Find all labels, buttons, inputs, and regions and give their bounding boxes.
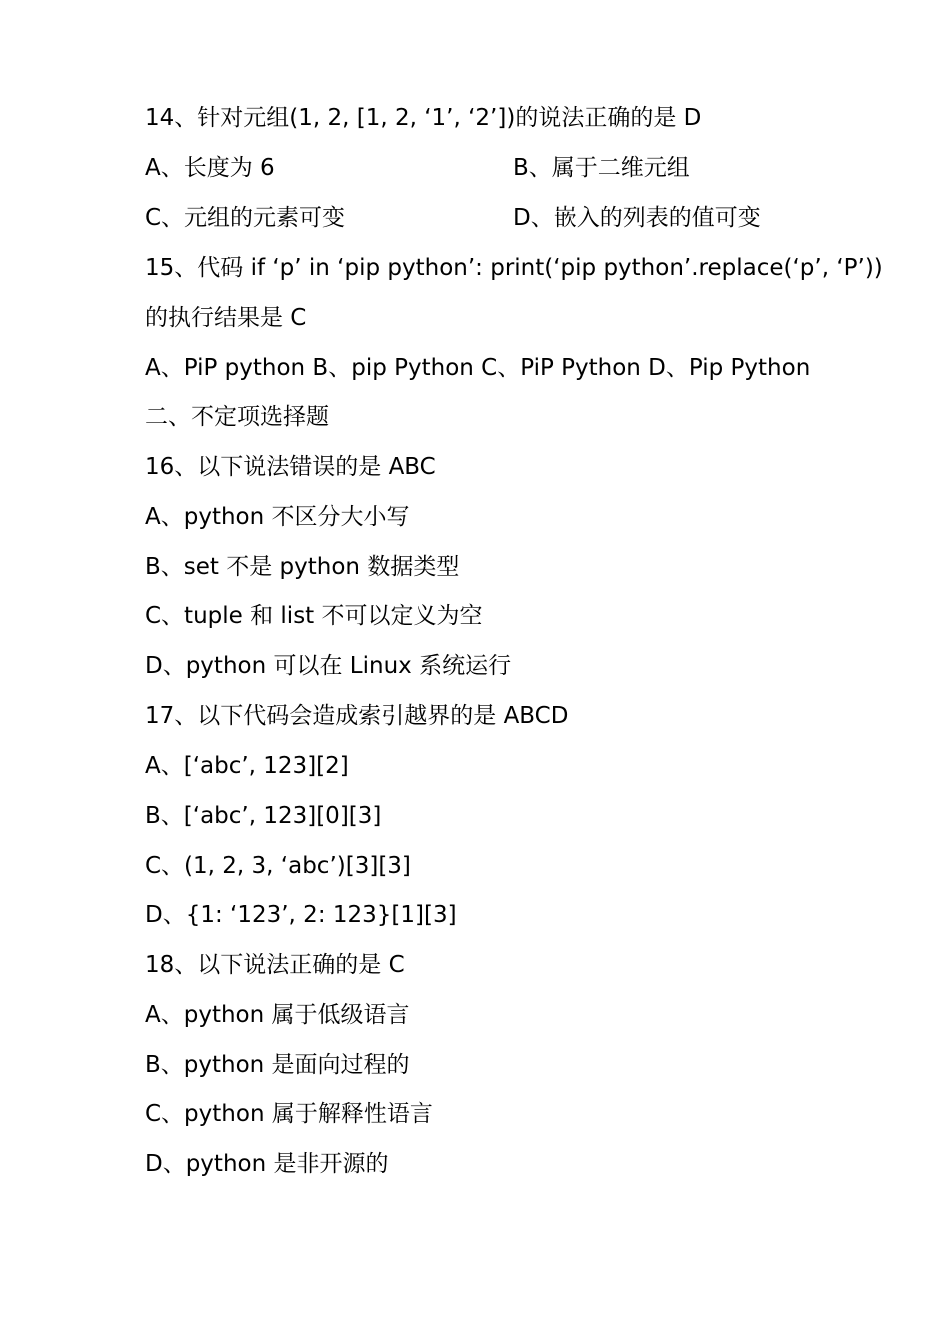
- q18-option-d: D、python 是非开源的: [145, 1151, 389, 1177]
- q14-option-d: D、嵌入的列表的值可变: [513, 205, 761, 231]
- q18-option-c: C、python 属于解释性语言: [145, 1101, 433, 1127]
- q18-option-a: A、python 属于低级语言: [145, 1002, 410, 1028]
- q14-option-a: A、长度为 6: [145, 155, 275, 181]
- section-heading: 二、不定项选择题: [145, 404, 329, 430]
- q16-option-a: A、python 不区分大小写: [145, 504, 410, 530]
- q17-option-d: D、{1: ‘123’, 2: 123}[1][3]: [145, 902, 457, 928]
- q17-stem: 17、以下代码会造成索引越界的是 ABCD: [145, 703, 569, 729]
- q16-option-c: C、tuple 和 list 不可以定义为空: [145, 603, 483, 629]
- q15-stem-line1: 15、代码 if ‘p’ in ‘pip python’: print(‘pip python’.replace(‘p’, ‘P’)): [145, 255, 883, 281]
- q15-options: A、PiP python B、pip Python C、PiP Python D、Pip Python: [145, 355, 811, 381]
- q17-option-b: B、[‘abc’, 123][0][3]: [145, 803, 382, 829]
- q15-stem-line2: 的执行结果是 C: [145, 305, 307, 331]
- q16-option-b: B、set 不是 python 数据类型: [145, 554, 460, 580]
- q16-stem: 16、以下说法错误的是 ABC: [145, 454, 436, 480]
- q18-option-b: B、python 是面向过程的: [145, 1052, 410, 1078]
- q18-stem: 18、以下说法正确的是 C: [145, 952, 405, 978]
- q14-option-b: B、属于二维元组: [513, 155, 690, 181]
- q17-option-a: A、[‘abc’, 123][2]: [145, 753, 349, 779]
- q14-stem: 14、针对元组(1, 2, [1, 2, ‘1’, ‘2’])的说法正确的是 D: [145, 105, 702, 131]
- q14-option-c: C、元组的元素可变: [145, 205, 346, 231]
- q17-option-c: C、(1, 2, 3, ‘abc’)[3][3]: [145, 853, 411, 879]
- q16-option-d: D、python 可以在 Linux 系统运行: [145, 653, 512, 679]
